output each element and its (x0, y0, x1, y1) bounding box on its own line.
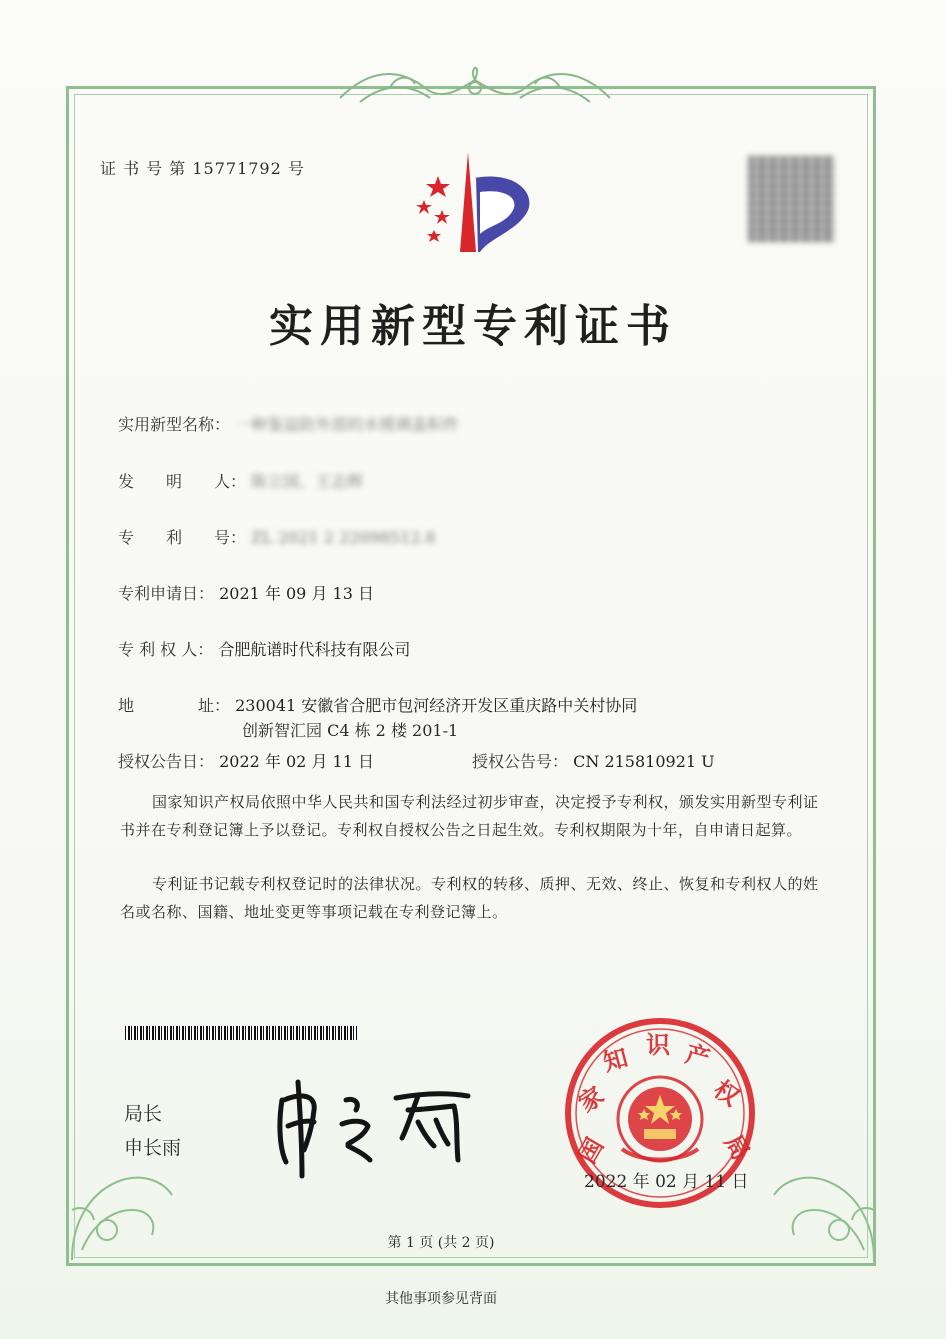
qr-code (748, 156, 834, 242)
bottom-left-ornament-icon (62, 1150, 182, 1270)
utility-name-value: 一种鉴益防外部的水缓调盖积件 (235, 415, 460, 434)
top-ornament-icon (330, 58, 620, 110)
page-indicator: 第 1 页 (共 2 页) (387, 1235, 495, 1251)
utility-name-label: 实用新型名称： (118, 415, 231, 434)
filing-date-field (118, 581, 374, 604)
cnipa-logo-icon (398, 148, 543, 256)
inventor-value: 陈立国、王志辉 (251, 472, 364, 491)
svg-text:国: 国 (572, 1133, 610, 1168)
filing-date-value: 2021 年 09 月 13 日 (219, 584, 374, 603)
filing-date-label: 专利申请日： (118, 584, 215, 603)
seal-date: 2022 年 02 月 11 日 (584, 1172, 749, 1192)
document-title: 实用新型专利证书 (269, 301, 677, 352)
barcode (125, 1026, 357, 1040)
svg-text:产: 产 (682, 1039, 713, 1074)
director-signature-icon (268, 1070, 478, 1180)
address-line1: 230041 安徽省合肥市包河经济开发区重庆路中关村协同 (235, 696, 638, 715)
inventor-label: 发 明 人： (118, 472, 247, 491)
inventor-field (118, 469, 363, 492)
patent-number-value: ZL 2021 2 22098512.8 (251, 528, 436, 547)
address-label: 地 址： (118, 696, 231, 715)
svg-text:家: 家 (573, 1081, 610, 1118)
grant-date-value: 2022 年 02 月 11 日 (219, 752, 374, 771)
patent-number-field (118, 525, 436, 548)
director-name: 申长雨 (124, 1137, 182, 1159)
svg-text:权: 权 (708, 1074, 745, 1112)
svg-text:局: 局 (718, 1130, 756, 1165)
grant-number-label: 授权公告号： (472, 752, 569, 771)
body-paragraph-2: 专利证书记载专利权登记时的法律状况。专利权的转移、质押、无效、终止、恢复和专利权人的姓名或名称、国籍、地址变更等事项记载在专利登记簿上。 (120, 875, 819, 921)
svg-text:知: 知 (600, 1043, 631, 1077)
grant-date-label: 授权公告日： (118, 752, 215, 771)
footer-note: 其他事项参见背面 (385, 1291, 497, 1307)
grant-date-field (118, 749, 374, 772)
bottom-right-ornament-icon (764, 1150, 884, 1270)
certificate-number: 证 书 号 第 15771792 号 (100, 159, 305, 178)
body-paragraph-1: 国家知识产权局依照中华人民共和国专利法经过初步审查，决定授予专利权，颁发实用新型专利证书并在专利登记簿上予以登记。专利权自授权公告之日起生效。专利权期限为十年，自申请日起算。 (120, 793, 819, 839)
grant-number-value: CN 215810921 U (573, 752, 715, 771)
address-field (118, 693, 637, 716)
utility-name-field (118, 412, 459, 435)
patentee-value: 合肥航谱时代科技有限公司 (218, 640, 411, 659)
patent-number-label: 专 利 号： (118, 528, 247, 547)
address-line2: 创新智汇园 C4 栋 2 楼 201-1 (242, 721, 459, 740)
patentee-field (118, 637, 410, 660)
director-title: 局长 (124, 1103, 163, 1125)
svg-text:识: 识 (646, 1031, 670, 1059)
grant-number-field (472, 749, 715, 772)
patentee-label: 专 利 权 人： (118, 640, 214, 659)
